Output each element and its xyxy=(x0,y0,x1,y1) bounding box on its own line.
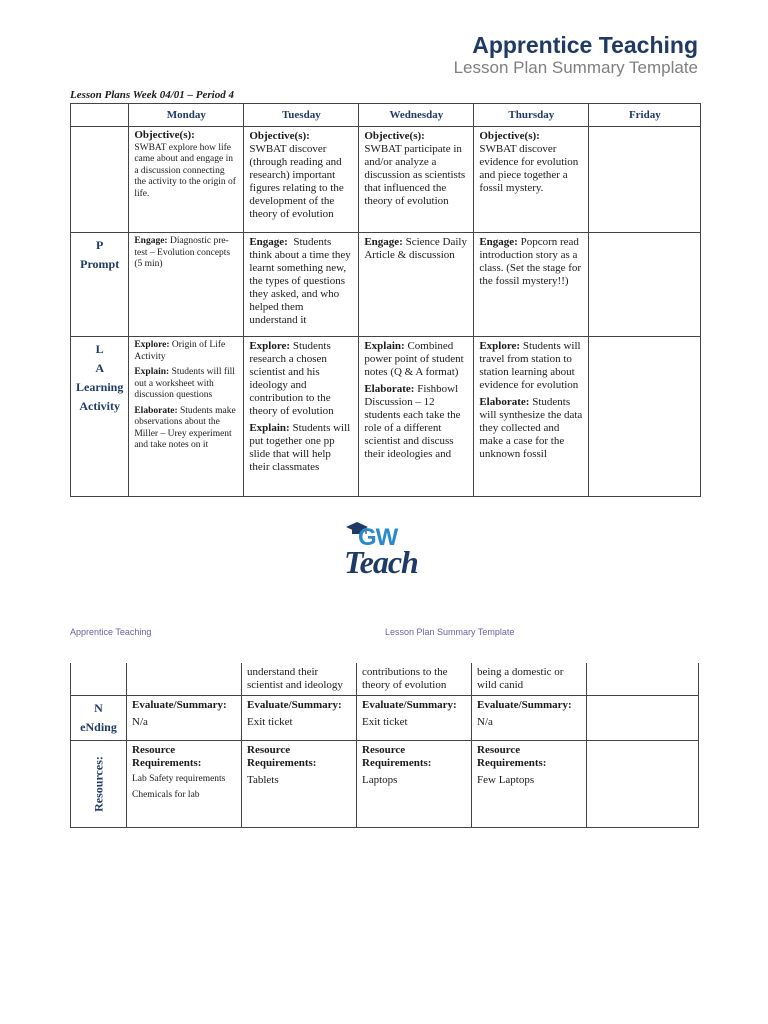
ending-row xyxy=(71,696,699,741)
learning-letter-l: L xyxy=(95,342,104,356)
learning-thursday: Explore: Students will travel from station to station learning about evidence for evolution Elaborate: Students will synthesize the data they collected and make a case for the unknown fossil xyxy=(474,337,589,497)
objectives-row xyxy=(71,127,701,233)
continuation-row xyxy=(71,663,699,696)
learning-row xyxy=(71,337,701,497)
day-header-friday: Friday xyxy=(589,104,701,127)
prompt-friday xyxy=(589,233,701,337)
footer-left: Apprentice Teaching xyxy=(70,627,152,637)
resources-row xyxy=(71,741,699,828)
prompt-wednesday: Engage: Science Daily Article & discussion xyxy=(359,233,474,337)
cont-wednesday: contributions to the theory of evolution xyxy=(357,663,472,696)
footer-right: Lesson Plan Summary Template xyxy=(385,627,515,637)
objective-monday: Objective(s): SWBAT explore how life came about and engage in a discussion connecting the activity to the origin of life. xyxy=(129,127,244,233)
prompt-tuesday: Engage: Students think about a time they learnt something new, the types of questions they asked, and who helped them understand it xyxy=(244,233,359,337)
cont-monday xyxy=(127,663,242,696)
prompt-monday: Engage: Diagnostic pre-test – Evolution concepts (5 min) xyxy=(129,233,244,337)
lesson-plan-table-continued xyxy=(70,663,699,828)
ending-label: eNding xyxy=(80,720,117,734)
objective-wednesday: Objective(s): SWBAT participate in and/or analyze a discussion as scientists that influenced the theory of evolution xyxy=(359,127,474,233)
cont-label-cell xyxy=(71,663,127,696)
learning-letter-a: A xyxy=(95,361,104,375)
week-label: Lesson Plans Week 04/01 – Period 4 xyxy=(70,89,234,101)
resources-monday: Resource Requirements: Lab Safety requirements Chemicals for lab xyxy=(127,741,242,828)
objective-tuesday: Objective(s): SWBAT discover (through reading and research) important figures relating to the development of the theory of evolution xyxy=(244,127,359,233)
ending-wednesday: Evaluate/Summary: Exit ticket xyxy=(357,696,472,741)
learning-label-2: Activity xyxy=(79,399,120,413)
prompt-row xyxy=(71,233,701,337)
resources-label: Resources: xyxy=(91,756,105,812)
gw-teach-logo xyxy=(338,522,438,582)
objectives-label-cell xyxy=(71,127,129,233)
prompt-label-cell xyxy=(71,233,129,337)
cont-thursday: being a domestic or wild canid xyxy=(472,663,587,696)
prompt-letter: P xyxy=(96,238,104,252)
ending-label-cell xyxy=(71,696,127,741)
resources-thursday: Resource Requirements: Few Laptops xyxy=(472,741,587,828)
header-title: Apprentice Teaching xyxy=(472,32,698,58)
corner-cell xyxy=(71,104,129,127)
logo-teach: Teach xyxy=(344,544,418,580)
ending-letter: N xyxy=(94,701,103,715)
day-header-thursday: Thursday xyxy=(474,104,589,127)
prompt-label: Prompt xyxy=(80,257,120,271)
day-header-wednesday: Wednesday xyxy=(359,104,474,127)
cont-friday xyxy=(587,663,699,696)
logo-gw: GW xyxy=(358,524,398,551)
resources-wednesday: Resource Requirements: Laptops xyxy=(357,741,472,828)
objective-friday xyxy=(589,127,701,233)
learning-tuesday: Explore: Students research a chosen scientist and his ideology and contribution to the theory of evolution Explain: Students will put together one pp slide that will help their classmates xyxy=(244,337,359,497)
learning-wednesday: Explain: Combined power point of student notes (Q & A format) Elaborate: Fishbowl Discussion – 12 students each take the role of a different scientist and discuss their ideologies and xyxy=(359,337,474,497)
day-header-tuesday: Tuesday xyxy=(244,104,359,127)
prompt-thursday: Engage: Popcorn read introduction story as a class. (Set the stage for the fossil mystery!!) xyxy=(474,233,589,337)
day-header-monday: Monday xyxy=(129,104,244,127)
ending-thursday: Evaluate/Summary: N/a xyxy=(472,696,587,741)
resources-friday xyxy=(587,741,699,828)
day-header-row xyxy=(71,104,701,127)
learning-friday xyxy=(589,337,701,497)
resources-label-cell xyxy=(71,741,127,828)
ending-tuesday: Evaluate/Summary: Exit ticket xyxy=(242,696,357,741)
lesson-plan-table xyxy=(70,103,701,497)
header-subtitle: Lesson Plan Summary Template xyxy=(453,58,698,77)
resources-tuesday: Resource Requirements: Tablets xyxy=(242,741,357,828)
cont-tuesday: understand their scientist and ideology xyxy=(242,663,357,696)
ending-friday xyxy=(587,696,699,741)
learning-label-1: Learning xyxy=(76,380,124,394)
learning-monday: Explore: Origin of Life Activity Explain: Students will fill out a worksheet with discussion questions Elaborate: Students make observations about the Miller – Urey experiment and take notes on it xyxy=(129,337,244,497)
objective-thursday: Objective(s): SWBAT discover evidence for evolution and piece together a fossil mystery. xyxy=(474,127,589,233)
ending-monday: Evaluate/Summary: N/a xyxy=(127,696,242,741)
learning-label-cell xyxy=(71,337,129,497)
